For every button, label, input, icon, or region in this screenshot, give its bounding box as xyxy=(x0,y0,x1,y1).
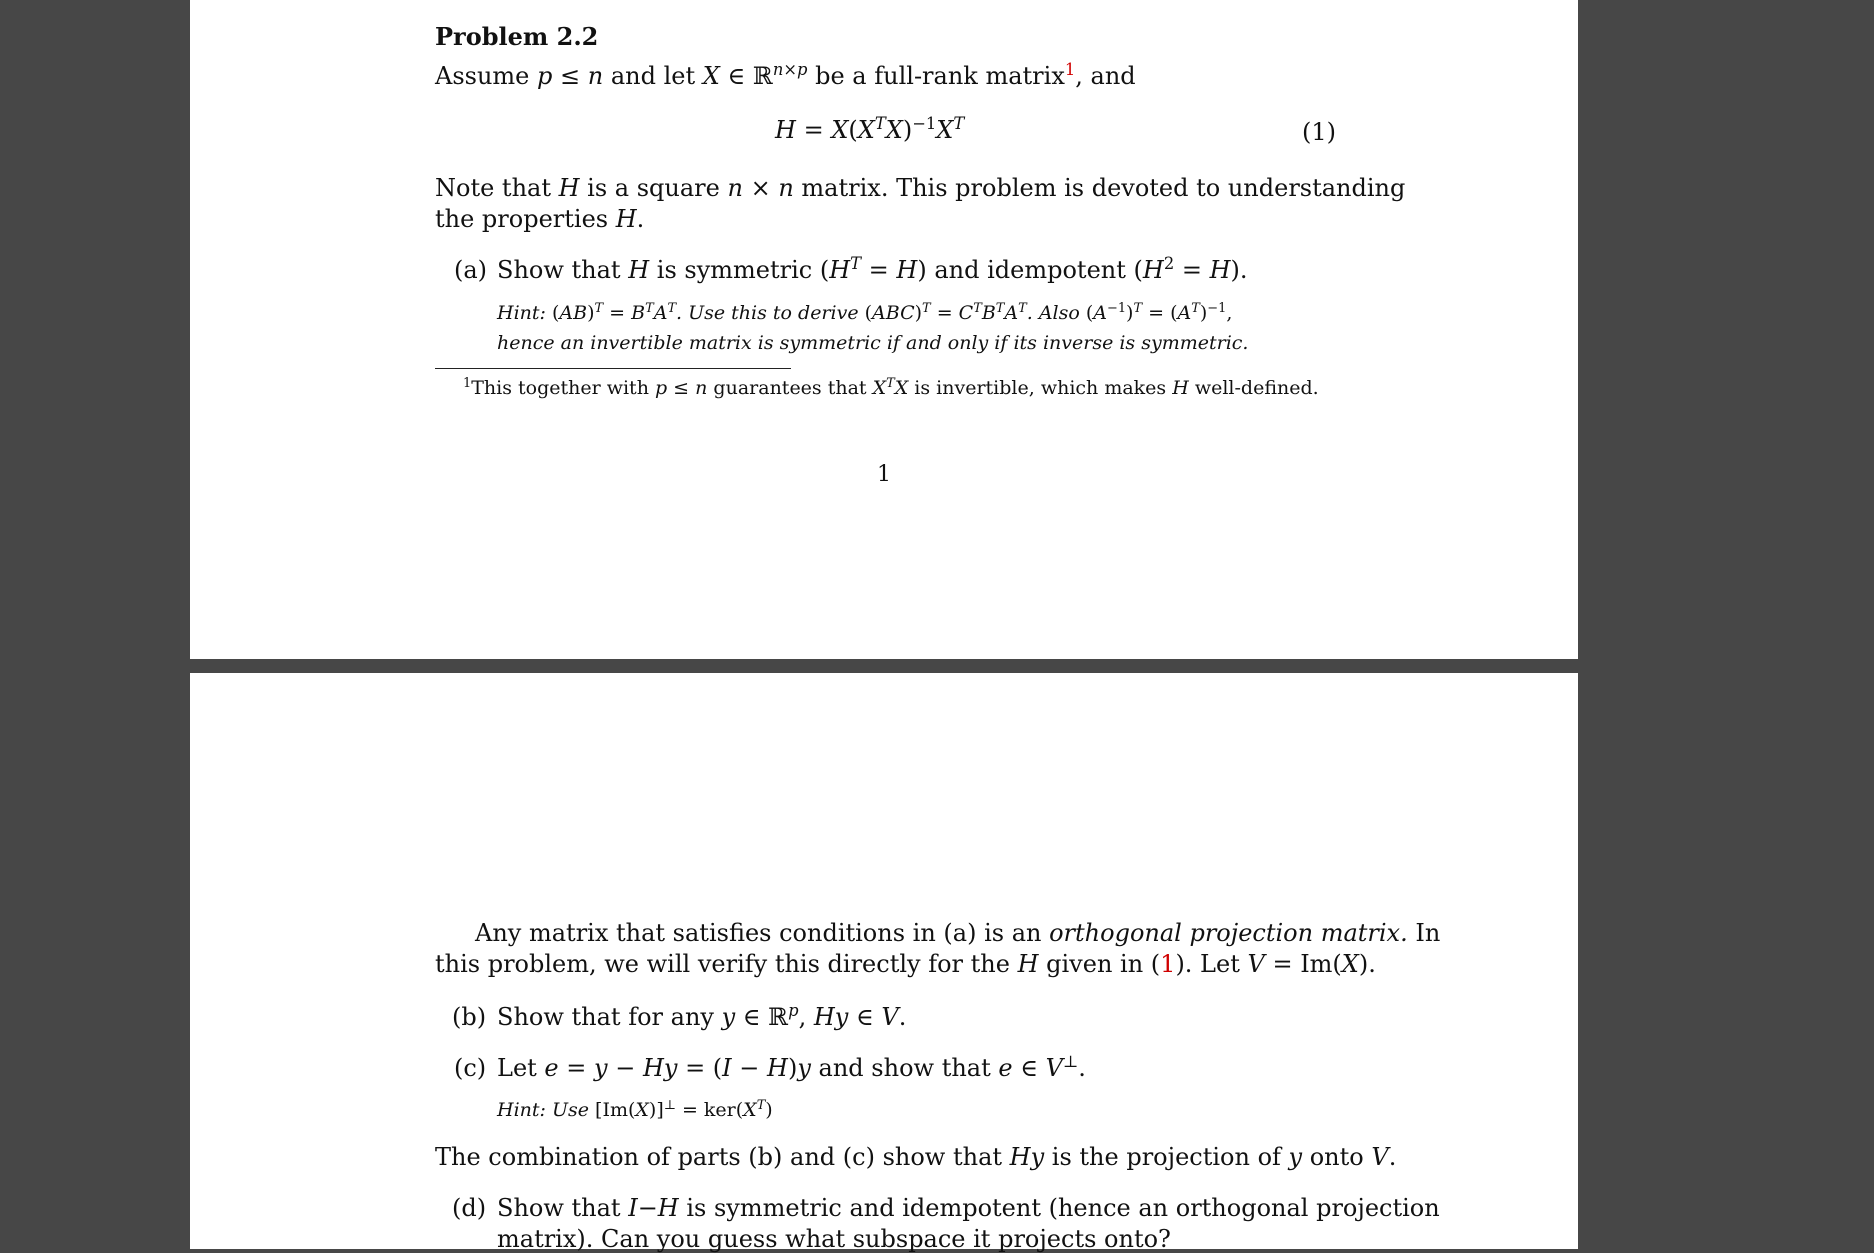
part-b-text: Show that for any y ∈ ℝ$^p$, Hy ∈ V. xyxy=(497,1001,907,1031)
part-b-label: (b) xyxy=(452,1003,487,1031)
hint-a-line-1: Hint: $(AB)^T = B^TA^T$. Use this to derive $(ABC)^T = C^TB^TA^T$. Also $(A^{-1})^T = (A^T)^{-1}$, xyxy=(497,300,1233,324)
hint-a-line-2: hence an invertible matrix is symmetric if and only if its inverse is symmetric. xyxy=(497,332,1249,354)
part-d-label: (d) xyxy=(452,1194,487,1222)
part-c-text: Let e = y − Hy = (I − H)y and show that e ∈ V⊥. xyxy=(497,1052,1086,1082)
note-line-2: the properties H. xyxy=(435,205,645,233)
hint-c: Hint: Use $[Im(X)]^\perp = ker(X^T)$ xyxy=(497,1097,773,1121)
note-line-1: Note that H is a square n × n matrix. This problem is devoted to understanding xyxy=(435,174,1406,202)
para1-line-2: this problem, we will verify this directly for the H given in (1). Let V = Im(X). xyxy=(435,950,1376,978)
problem-title: Problem 2.2 xyxy=(435,22,599,51)
part-c-label: (c) xyxy=(454,1054,487,1082)
combination-sentence: The combination of parts (b) and (c) show that Hy is the projection of y onto V. xyxy=(435,1143,1397,1171)
equation-ref-1[interactable]: 1 xyxy=(1160,950,1176,978)
para1-line-1: Any matrix that satisfies conditions in (a) is an orthogonal projection matrix. In xyxy=(475,919,1441,947)
document-page-1 xyxy=(190,0,1578,659)
footnote-ref-1[interactable]: 1 xyxy=(1064,60,1076,80)
part-d-line-2: matrix). Can you guess what subspace it projects onto? xyxy=(497,1225,1171,1253)
footnote-rule xyxy=(435,368,791,369)
page-number: 1 xyxy=(877,462,891,487)
part-a-label: (a) xyxy=(454,256,488,284)
equation-number: (1) xyxy=(1302,118,1336,146)
hat-matrix-equation: $H = X(X^TX)^{-1}X^T$ xyxy=(775,114,965,144)
part-a-text: Show that H is symmetric $(H^T = H)$ and idempotent $(H^2 = H)$. xyxy=(497,254,1248,284)
footnote-1: $^1$This together with p ≤ n guarantees that $X^TX$ is invertible, which makes H well-defined. xyxy=(463,375,1319,399)
document-page-2 xyxy=(190,673,1578,1253)
part-d-line-1: Show that I−H is symmetric and idempotent (hence an orthogonal projection xyxy=(497,1194,1440,1222)
intro-line: Assume p ≤ n and let X ∈ ℝ$^{n\times p}$ be a full-rank matrix$^1$, and xyxy=(435,60,1136,90)
